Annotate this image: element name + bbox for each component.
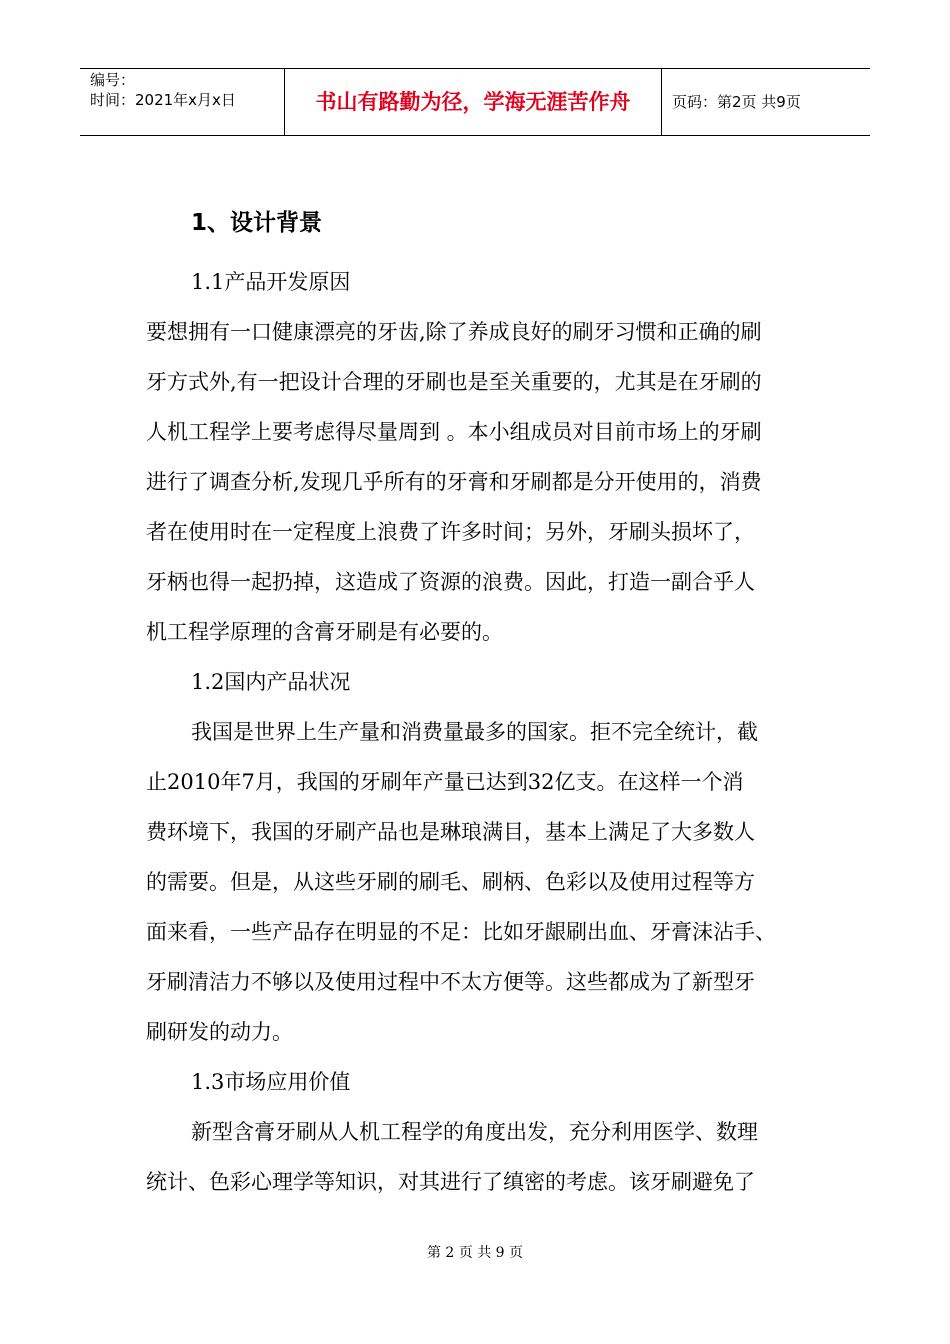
paragraph-line: 人机工程学上要考虑得尽量周到 。本小组成员对目前市场上的牙刷 bbox=[146, 420, 762, 444]
paragraph-line: 新型含膏牙刷从人机工程学的角度出发，充分利用医学、数理 bbox=[191, 1120, 758, 1144]
paragraph-line: 止2010年7月，我国的牙刷年产量已达到32亿支。在这样一个消 bbox=[146, 770, 744, 794]
paragraph-line: 的需要。但是，从这些牙刷的刷毛、刷柄、色彩以及使用过程等方 bbox=[146, 870, 755, 894]
page-header bbox=[80, 68, 870, 136]
paragraph-line: 要想拥有一口健康漂亮的牙齿,除了养成良好的刷牙习惯和正确的刷 bbox=[146, 320, 762, 344]
subsection-title-1-1: 1.1产品开发原因 bbox=[191, 270, 351, 294]
header-motto: 书山有路勤为径，学海无涯苦作舟 bbox=[285, 69, 662, 135]
paragraph-line: 进行了调查分析,发现几乎所有的牙膏和牙刷都是分开使用的，消费 bbox=[146, 470, 762, 494]
paragraph-line: 牙刷清洁力不够以及使用过程中不太方便等。这些都成为了新型牙 bbox=[146, 970, 755, 994]
section-title: 1、设计背景 bbox=[191, 210, 323, 236]
header-meta-cell bbox=[80, 69, 285, 135]
number-label: 编号： bbox=[90, 71, 136, 89]
paragraph-line: 面来看，一些产品存在明显的不足：比如牙龈刷出血、牙膏沫沾手、 bbox=[146, 920, 776, 944]
paragraph-line: 统计、色彩心理学等知识，对其进行了缜密的考虑。该牙刷避免了 bbox=[146, 1170, 755, 1194]
subsection-title-1-3: 1.3市场应用价值 bbox=[191, 1070, 351, 1094]
time-label: 时间：2021年x月x日 bbox=[90, 91, 236, 109]
page-footer: 第 2 页 共 9 页 bbox=[426, 1245, 524, 1261]
paragraph-line: 费环境下，我国的牙刷产品也是琳琅满目，基本上满足了大多数人 bbox=[146, 820, 755, 844]
paragraph-line: 牙方式外,有一把设计合理的牙刷也是至关重要的，尤其是在牙刷的 bbox=[146, 370, 762, 394]
paragraph-line: 刷研发的动力。 bbox=[146, 1020, 293, 1044]
paragraph-line: 机工程学原理的含膏牙刷是有必要的。 bbox=[146, 620, 503, 644]
paragraph-line: 者在使用时在一定程度上浪费了许多时间；另外，牙刷头损坏了， bbox=[146, 520, 755, 544]
header-page-info: 页码：第2页 共9页 bbox=[672, 93, 801, 111]
subsection-title-1-2: 1.2国内产品状况 bbox=[191, 670, 351, 694]
paragraph-line: 牙柄也得一起扔掉，这造成了资源的浪费。因此，打造一副合乎人 bbox=[146, 570, 755, 594]
paragraph-line: 我国是世界上生产量和消费量最多的国家。拒不完全统计，截 bbox=[191, 720, 758, 744]
